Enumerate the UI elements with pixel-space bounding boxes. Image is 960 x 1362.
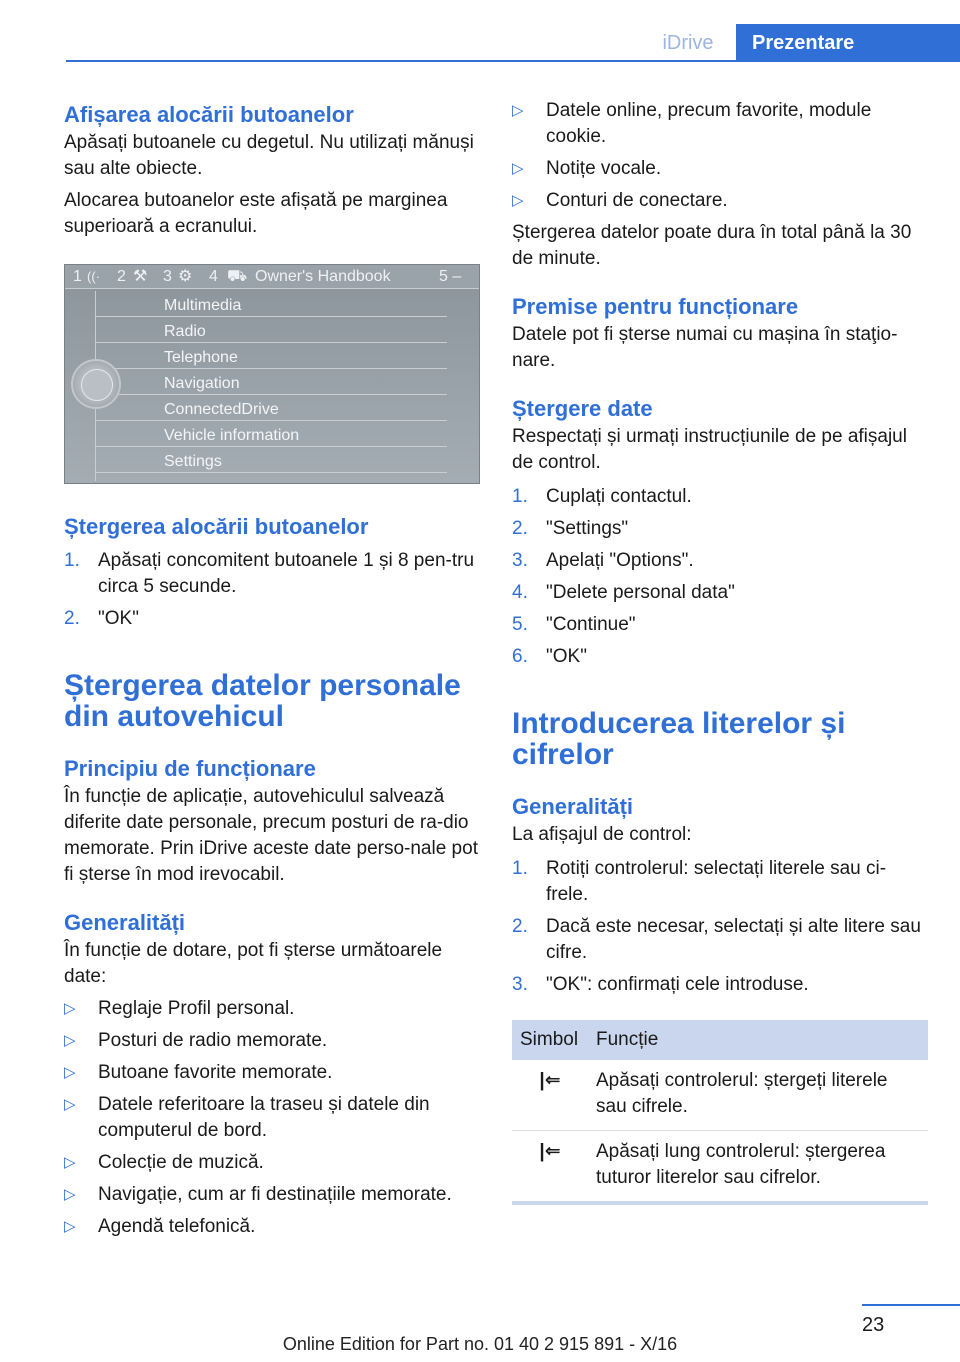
list-item: 5. "Continue" <box>512 614 636 635</box>
list-item: ▷ Colecție de muzică. <box>64 1150 482 1176</box>
triangle-bullet-icon: ▷ <box>512 192 524 209</box>
deletable-data-list <box>64 996 482 1240</box>
list-item: ▷ Datele online, precum favorite, module cookie. <box>512 100 872 147</box>
symbol-table <box>512 1020 928 1205</box>
heading-delete-allocation: Ștergerea alocării butoanelor <box>64 514 369 539</box>
footer-rule <box>862 1304 960 1306</box>
screen-tab-4: 4 <box>209 268 218 285</box>
list-item: 3. Apelați "Options". <box>512 550 694 571</box>
signal-icon: ((· <box>87 269 100 284</box>
triangle-bullet-icon: ▷ <box>64 1064 76 1081</box>
paragraph: Ștergerea datelor poate dura în total până la 30 de minute. <box>512 222 912 269</box>
table-header-row <box>512 1020 928 1060</box>
heading-button-allocation: Afișarea alocării butoanelor <box>64 102 354 127</box>
right-column <box>512 100 928 1205</box>
footer-edition: Online Edition for Part no. 01 40 2 915 891 - X/16 <box>282 1334 678 1354</box>
screen-tab-4-label: Owner's Handbook <box>255 268 391 285</box>
table-cell: Apăsați controlerul: ștergeți literele sau cifrele. <box>588 1060 928 1131</box>
triangle-bullet-icon: ▷ <box>512 102 524 119</box>
header-section: iDrive <box>662 32 714 54</box>
backspace-icon: |⇐ <box>512 1131 588 1204</box>
screen-menu-item: Navigation <box>96 369 447 395</box>
screen-tab-5: 5 – <box>439 268 462 285</box>
backspace-icon: |⇐ <box>512 1060 588 1131</box>
paragraph: În funcție de aplicație, autovehiculul salvează diferite date personale, precum posturi de ra‐dio memorate. Prin iDrive aceste date perso‐nale pot fi șterse în mod irevocabil. <box>64 786 478 885</box>
screen-menu-item: Settings <box>96 447 447 473</box>
steps-delete-data <box>512 484 928 670</box>
screen-tab-3: 3 <box>163 268 172 285</box>
heading-general: Generalități <box>64 910 186 935</box>
table-cell: Apăsați lung controlerul: ștergerea tuturor literelor sau cifrelor. <box>588 1131 928 1204</box>
triangle-bullet-icon: ▷ <box>64 1096 76 1113</box>
list-item: 2. "OK" <box>64 608 139 629</box>
triangle-bullet-icon: ▷ <box>64 1186 76 1203</box>
list-item: ▷ Conturi de conectare. <box>512 188 928 214</box>
screen-topbar <box>65 265 479 289</box>
deletable-data-list-continued <box>512 98 928 214</box>
list-item: ▷ Agendă telefonică. <box>64 1214 482 1240</box>
paragraph: La afișajul de control: <box>512 824 692 845</box>
column-header-function: Funcție <box>588 1020 928 1060</box>
page-number: 23 <box>862 1314 885 1336</box>
list-item: 2. "Settings" <box>512 518 629 539</box>
steps-entering-letters <box>512 856 928 998</box>
heading-delete-personal-data: Ștergerea datelor personale din autovehicul <box>64 669 461 733</box>
table-row <box>512 1060 928 1131</box>
screen-menu <box>95 291 447 481</box>
triangle-bullet-icon: ▷ <box>64 1032 76 1049</box>
screen-menu-item: Radio <box>96 317 447 343</box>
steps-delete-allocation <box>64 548 482 632</box>
list-item: 6. "OK" <box>512 646 587 667</box>
screen-tab-1: 1 <box>73 268 82 285</box>
car-icon: ⛟ <box>227 268 248 285</box>
list-item: ▷ Navigație, cum ar fi destinațiile memorate. <box>64 1182 482 1208</box>
controller-knob-icon <box>71 359 121 409</box>
list-item: ▷ Notițe vocale. <box>512 156 928 182</box>
header-chapter-tab: Prezentare <box>736 24 960 62</box>
screen-menu-item: Telephone <box>96 343 447 369</box>
left-column <box>64 100 482 1240</box>
idrive-screen-image <box>64 264 480 484</box>
list-item: 1. Cuplați contactul. <box>512 486 692 507</box>
triangle-bullet-icon: ▷ <box>64 1218 76 1235</box>
list-item: ▷ Butoane favorite memorate. <box>64 1060 482 1086</box>
heading-prerequisites: Premise pentru funcționare <box>512 294 799 319</box>
list-item: 1. Rotiți controlerul: selectați literele sau ci‐frele. <box>512 858 887 905</box>
triangle-bullet-icon: ▷ <box>64 1154 76 1171</box>
triangle-bullet-icon: ▷ <box>64 1000 76 1017</box>
list-item: 1. Apăsați concomitent butoanele 1 și 8 pen‐tru circa 5 secunde. <box>64 550 475 597</box>
list-item: ▷ Posturi de radio memorate. <box>64 1028 482 1054</box>
heading-general-right: Generalități <box>512 794 634 819</box>
header-rule <box>66 60 960 62</box>
wrench-icon: ⚒ <box>133 268 148 285</box>
column-header-symbol: Simbol <box>512 1020 588 1060</box>
screen-tab-2: 2 <box>117 268 126 285</box>
paragraph: Respectați și urmați instrucțiunile de pe afișajul de control. <box>512 426 907 473</box>
list-item: 4. "Delete personal data" <box>512 582 735 603</box>
paragraph: Datele pot fi șterse numai cu mașina în staţio‐nare. <box>512 324 898 371</box>
heading-delete-data: Ștergere date <box>512 396 653 421</box>
paragraph: Apăsați butoanele cu degetul. Nu utilizați mănuși sau alte obiecte. <box>64 132 474 179</box>
list-item: ▷ Reglaje Profil personal. <box>64 996 482 1022</box>
gear-icon: ⚙ <box>178 268 193 285</box>
screen-menu-item: ConnectedDrive <box>96 395 447 421</box>
list-item: 3. "OK": confirmați cele introduse. <box>512 974 809 995</box>
triangle-bullet-icon: ▷ <box>512 160 524 177</box>
table-row <box>512 1131 928 1204</box>
heading-principle: Principiu de funcționare <box>64 756 316 781</box>
screen-menu-item: Vehicle information <box>96 421 447 447</box>
paragraph: În funcție de dotare, pot fi șterse următoarele date: <box>64 940 443 987</box>
screen-menu-item: Multimedia <box>96 291 447 317</box>
paragraph: Alocarea butoanelor este afișată pe marginea superioară a ecranului. <box>64 190 448 237</box>
list-item: ▷ Datele referitoare la traseu și datele din computerul de bord. <box>64 1094 430 1141</box>
list-item: 2. Dacă este necesar, selectați și alte litere sau cifre. <box>512 916 921 963</box>
heading-entering-letters: Introducerea literelor și cifrelor <box>512 707 846 771</box>
